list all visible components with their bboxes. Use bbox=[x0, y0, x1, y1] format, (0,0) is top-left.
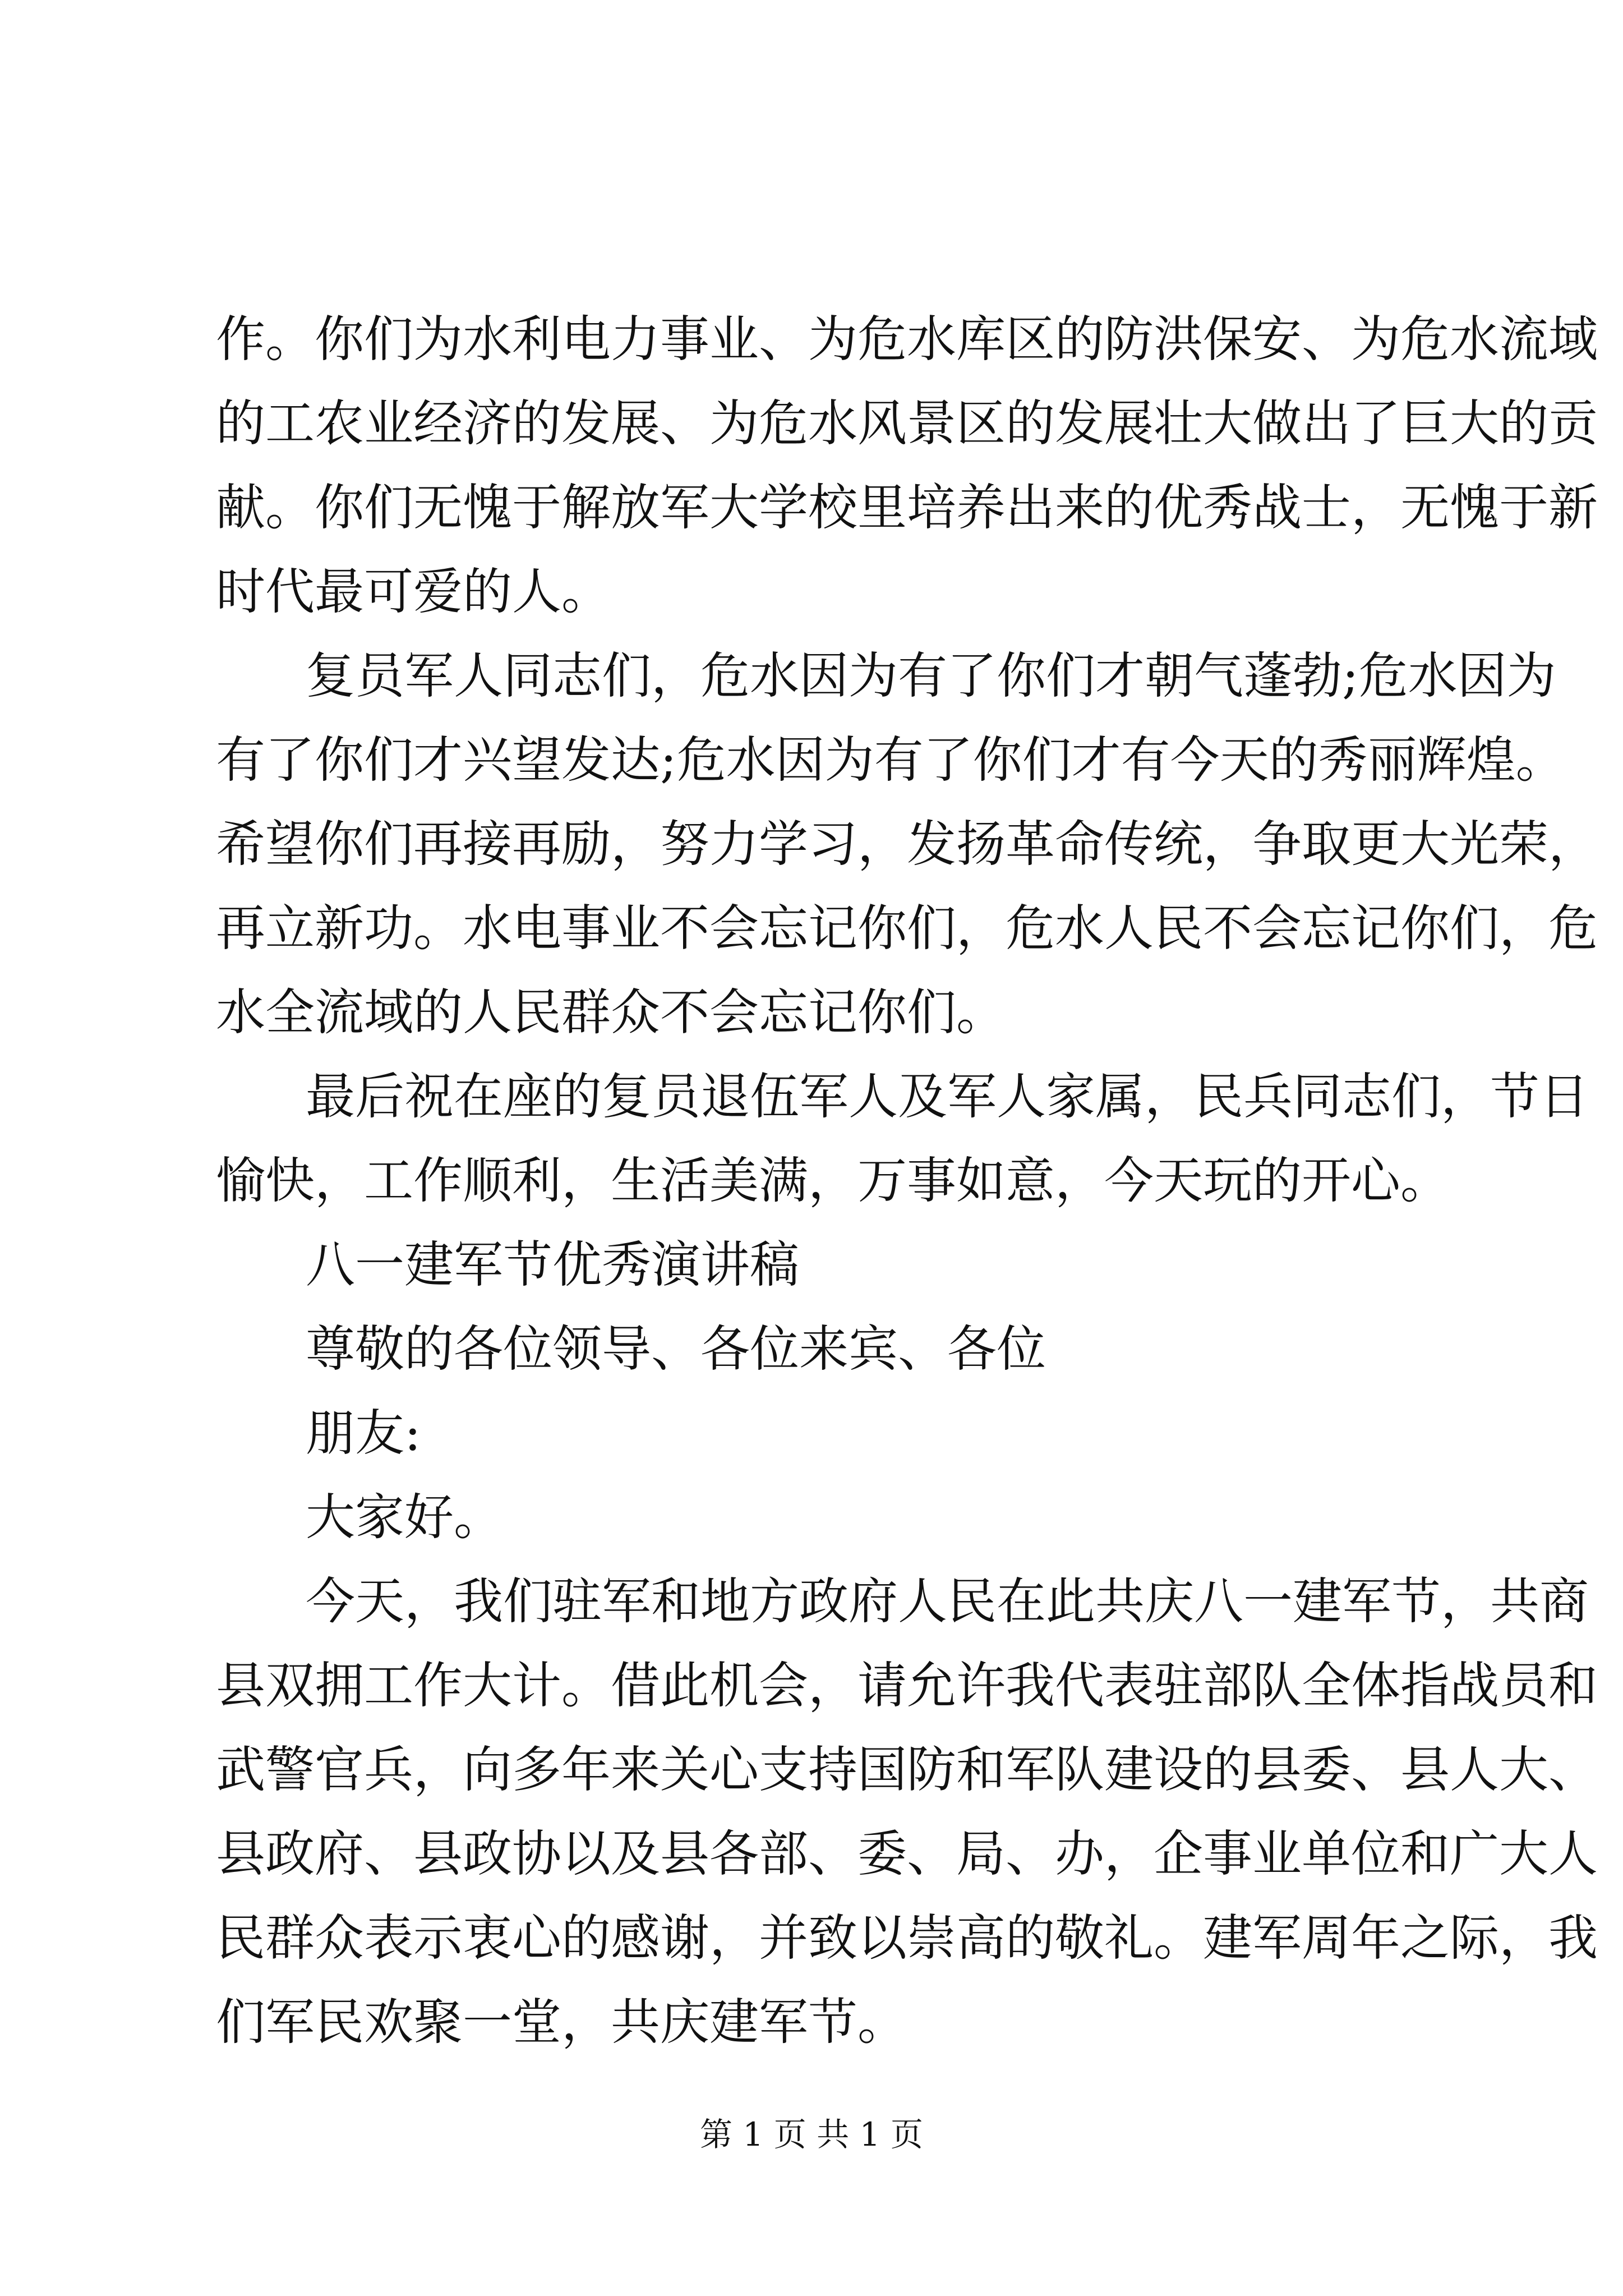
body-text-line: 县政府、县政协以及县各部、委、局、办，企事业单位和广大人 bbox=[216, 1825, 1598, 1883]
body-text-line: 民群众表示衷心的感谢，并致以崇高的敬礼。建军周年之际，我 bbox=[216, 1909, 1598, 1967]
body-text-line: 再立新功。水电事业不会忘记你们，危水人民不会忘记你们，危 bbox=[216, 899, 1598, 957]
body-text-line: 愉快，工作顺利，生活美满，万事如意，今天玩的开心。 bbox=[216, 1152, 1450, 1209]
body-text-line: 的工农业经济的发展、为危水风景区的发展壮大做出了巨大的贡 bbox=[216, 394, 1598, 452]
salutation-line: 尊敬的各位领导、各位来宾、各位 bbox=[306, 1320, 1046, 1378]
body-text-line: 县双拥工作大计。借此机会，请允许我代表驻部队全体指战员和 bbox=[216, 1657, 1598, 1714]
body-text-line: 希望你们再接再励，努力学习，发扬革命传统，争取更大光荣， bbox=[216, 815, 1598, 873]
salutation-line: 朋友: bbox=[306, 1404, 421, 1462]
body-text-line: 献。你们无愧于解放军大学校里培养出来的优秀战士，无愧于新 bbox=[216, 478, 1598, 536]
section-title: 八一建军节优秀演讲稿 bbox=[306, 1236, 800, 1294]
body-text-line: 作。你们为水利电力事业、为危水库区的防洪保安、为危水流域 bbox=[216, 310, 1598, 368]
body-text-line: 今天，我们驻军和地方政府人民在此共庆八一建军节，共商 bbox=[306, 1572, 1589, 1630]
body-text-line: 复员军人同志们，危水因为有了你们才朝气蓬勃;危水因为 bbox=[306, 647, 1556, 705]
body-text-line: 武警官兵，向多年来关心支持国防和军队建设的县委、县人大、 bbox=[216, 1741, 1598, 1798]
body-text-line: 有了你们才兴望发达;危水因为有了你们才有今天的秀丽辉煌。 bbox=[216, 731, 1565, 789]
body-text-line: 时代最可爱的人。 bbox=[216, 563, 611, 620]
greeting-line: 大家好。 bbox=[306, 1488, 504, 1546]
body-text-line: 水全流域的人民群众不会忘记你们。 bbox=[216, 983, 1006, 1041]
body-text-line: 最后祝在座的复员退伍军人及军人家属，民兵同志们，节日 bbox=[306, 1068, 1589, 1125]
body-text-line: 们军民欢聚一堂，共庆建军节。 bbox=[216, 1993, 907, 2051]
page-number-footer: 第 1 页 共 1 页 bbox=[700, 2115, 923, 2154]
